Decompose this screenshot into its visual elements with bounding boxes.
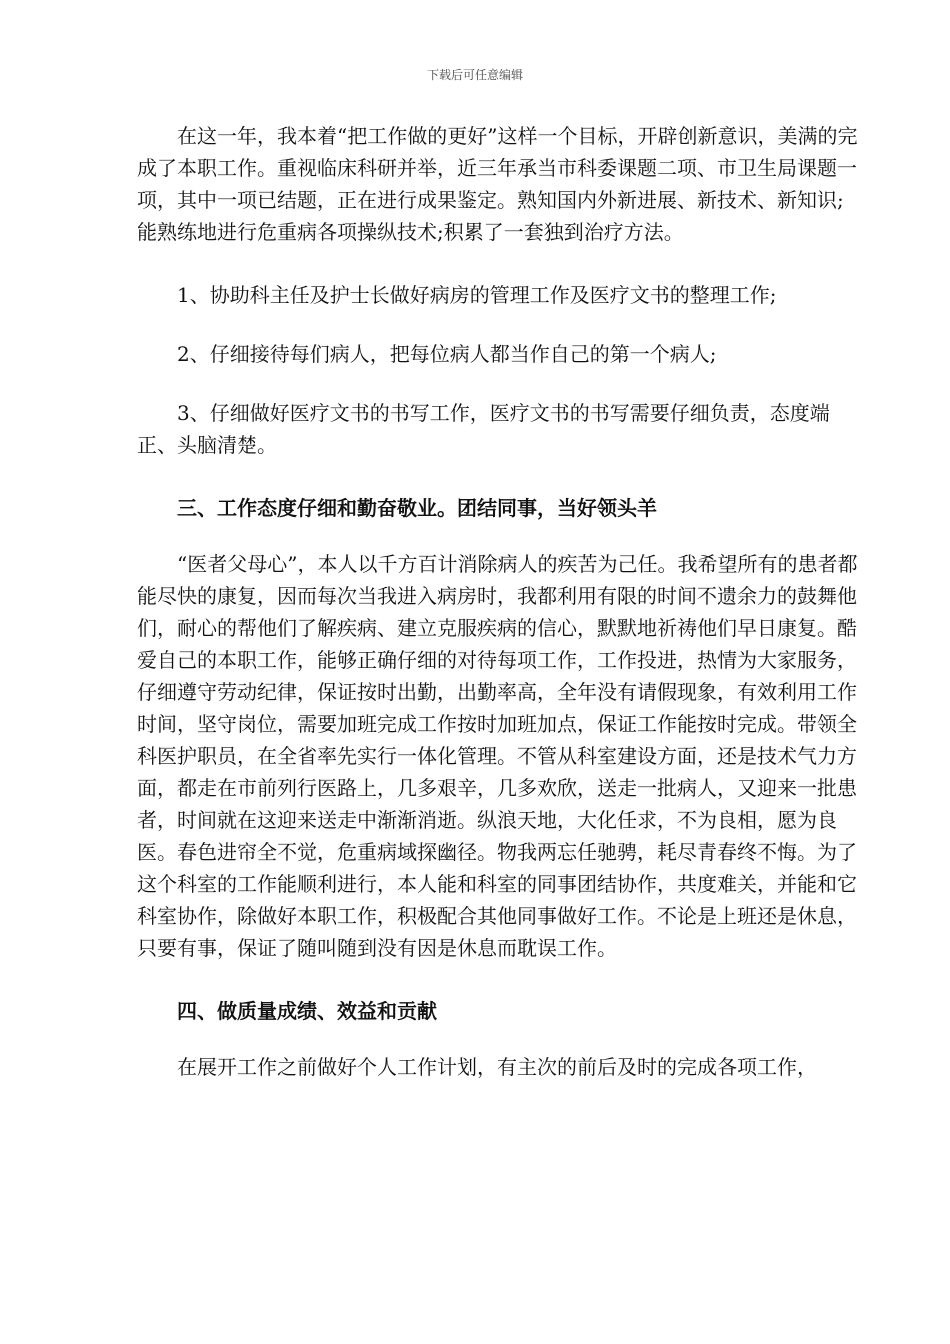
list-item-3: 3、仔细做好医疗文书的书写工作，医疗文书的书写需要仔细负责，态度端正、头脑清楚。	[137, 401, 830, 457]
section-heading-4: 四、做质量成绩、效益和贡献	[177, 999, 437, 1023]
paragraph-intro: 在这一年，我本着“把工作做的更好”这样一个目标，开辟创新意识，美满的完成了本职工作。重视临床科研并举，近三年承当市科委课题二项、市卫生局课题一项，其中一项已结题，正在进行成果鉴定。熟知国内外新进展、新技术、新知识;能熟练地进行危重病各项操纵技术;积累了一套独到治疗方法。	[137, 124, 858, 244]
paragraph-attitude: “医者父母心”，本人以千方百计消除病人的疾苦为己任。我希望所有的患者都能尽快的康复，因而每次当我进入病房时，我都利用有限的时间不遗余力的鼓舞他们，耐心的帮他们了解疾病、建立克服疾病的信心，默默地祈祷他们早日康复。酷爱自己的本职工作，能够正确仔细的对待每项工作，工作投进，热情为大家服务，仔细遵守劳动纪律，保证按时出勤，出勤率高，全年没有请假现象，有效利用工作时间，坚守岗位，需要加班完成工作按时加班加点，保证工作能按时完成。带领全科医护职员，在全省率先实行一体化管理。不管从科室建设方面，还是技术气力方面，都走在市前列行医路上，几多艰辛，几多欢欣，送走一批病人，又迎来一批患者，时间就在这迎来送走中渐渐消逝。纵浪天地，大化任求，不为良相，愿为良医。春色进帘全不觉，危重病域探幽径。物我两忘任驰骋，耗尽青春终不悔。为了这个科室的工作能顺利进行，本人能和科室的同事团结协作，共度难关，并能和它科室协作，除做好本职工作，积极配合其他同事做好工作。不论是上班还是休息，只要有事，保证了随叫随到没有因是休息而耽误工作。	[137, 552, 858, 960]
page-header: 下载后可任意编辑	[426, 68, 523, 82]
section-heading-3: 三、工作态度仔细和勤奋敬业。团结同事，当好领头羊	[177, 496, 657, 520]
list-item-1: 1、协助科主任及护士长做好病房的管理工作及医疗文书的整理工作;	[177, 283, 777, 307]
document-body	[137, 120, 861, 1083]
paragraph-plan: 在展开工作之前做好个人工作计划，有主次的前后及时的完成各项工作，	[177, 1055, 817, 1079]
list-item-2: 2、仔细接待每们病人，把每位病人都当作自己的第一个病人;	[177, 342, 717, 366]
